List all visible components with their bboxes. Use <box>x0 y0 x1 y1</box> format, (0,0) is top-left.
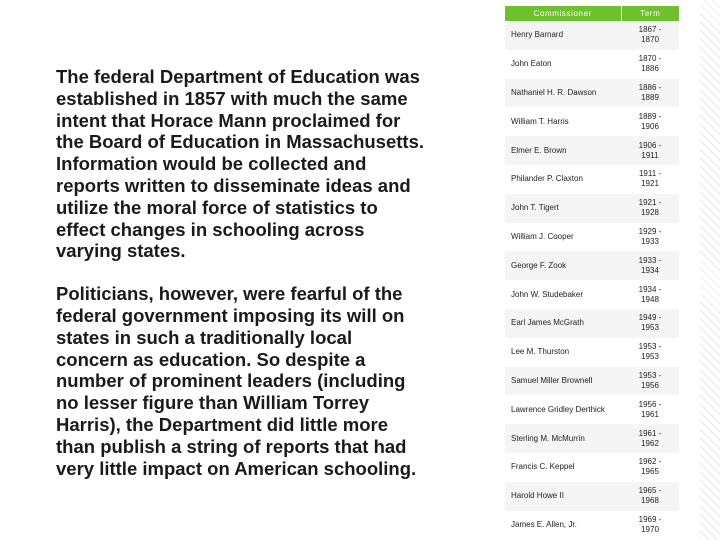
term-cell <box>621 338 679 367</box>
table-row <box>505 223 679 252</box>
term-cell <box>621 165 679 194</box>
term-cell <box>621 482 679 511</box>
commissioner-name: Philander P. Claxton <box>505 165 621 194</box>
term-end: 1956 <box>641 380 659 390</box>
table-row <box>505 21 679 50</box>
term-start: 1933 - <box>638 255 662 265</box>
term-start: 1962 - <box>638 457 662 467</box>
table-row <box>505 107 679 136</box>
term-start: 1953 - <box>638 370 662 380</box>
term-end: 1911 <box>641 150 659 160</box>
term-start: 1949 - <box>638 313 662 323</box>
term-end: 1948 <box>641 294 659 304</box>
term-end: 1968 <box>641 496 659 506</box>
term-start: 1886 - <box>638 82 662 92</box>
commissioner-name: Sterling M. McMurrin <box>505 424 621 453</box>
term-end: 1934 <box>641 265 659 275</box>
term-cell <box>621 367 679 396</box>
commissioner-name: Francis C. Keppel <box>505 453 621 482</box>
commissioner-name: Lee M. Thurston <box>505 338 621 367</box>
term-end: 1928 <box>641 208 659 218</box>
term-cell <box>621 424 679 453</box>
term-start: 1906 - <box>638 140 662 150</box>
term-end: 1921 <box>641 179 659 189</box>
commissioner-name: Nathaniel H. R. Dawson <box>505 79 621 108</box>
column-header-commissioner: Commissioner <box>505 6 621 21</box>
term-cell <box>621 136 679 165</box>
term-end: 1962 <box>641 438 659 448</box>
table-row <box>505 424 679 453</box>
table-row <box>505 165 679 194</box>
table-row <box>505 280 679 309</box>
table-row <box>505 309 679 338</box>
term-start: 1921 - <box>638 198 662 208</box>
commissioner-name: John W. Studebaker <box>505 280 621 309</box>
term-start: 1870 - <box>638 54 662 64</box>
commissioner-name: Harold Howe II <box>505 482 621 511</box>
term-cell <box>621 79 679 108</box>
table-row <box>505 194 679 223</box>
term-start: 1929 - <box>638 226 662 236</box>
term-end: 1953 <box>641 352 659 362</box>
term-end: 1889 <box>641 92 659 102</box>
term-end: 1933 <box>641 236 659 246</box>
table-row <box>505 50 679 79</box>
term-start: 1889 - <box>638 111 662 121</box>
term-end: 1886 <box>641 64 659 74</box>
term-cell <box>621 511 679 540</box>
term-end: 1906 <box>641 121 659 131</box>
decorative-pattern <box>700 0 720 540</box>
commissioner-name: Earl James McGrath <box>505 309 621 338</box>
commissioner-name: George F. Zook <box>505 251 621 280</box>
table-row <box>505 79 679 108</box>
commissioner-name: William T. Harris <box>505 107 621 136</box>
commissioners-table <box>505 6 679 539</box>
commissioner-name: John T. Tigert <box>505 194 621 223</box>
term-end: 1961 <box>641 409 659 419</box>
term-cell <box>621 21 679 50</box>
table-row <box>505 395 679 424</box>
commissioner-name: Lawrence Gridley Derthick <box>505 395 621 424</box>
column-header-term: Term <box>621 6 679 21</box>
table-row <box>505 338 679 367</box>
term-start: 1867 - <box>638 25 662 35</box>
term-start: 1969 - <box>638 514 662 524</box>
term-end: 1965 <box>641 467 659 477</box>
table-row <box>505 367 679 396</box>
term-cell <box>621 251 679 280</box>
table-row <box>505 136 679 165</box>
term-start: 1961 - <box>638 428 662 438</box>
term-cell <box>621 395 679 424</box>
table-row <box>505 251 679 280</box>
body-text <box>56 66 426 479</box>
term-start: 1956 - <box>638 399 662 409</box>
term-start: 1911 - <box>638 169 662 179</box>
term-end: 1953 <box>641 323 659 333</box>
term-end: 1870 <box>641 35 659 45</box>
paragraph: Politicians, however, were fearful of the federal government imposing its will on states in such a traditionally local concern as education. So despite a number of prominent leaders (including no lesser figure than William Torrey Harris), the Department did little more than publish a string of reports that had very little impact on American schooling. <box>56 283 417 479</box>
commissioner-name: William J. Cooper <box>505 223 621 252</box>
term-start: 1934 - <box>638 284 662 294</box>
term-start: 1965 - <box>638 486 662 496</box>
term-start: 1953 - <box>638 342 662 352</box>
commissioner-name: John Eaton <box>505 50 621 79</box>
term-cell <box>621 107 679 136</box>
term-cell <box>621 309 679 338</box>
commissioner-name: Samuel Miller Brownell <box>505 367 621 396</box>
term-cell <box>621 50 679 79</box>
term-cell <box>621 223 679 252</box>
paragraph: The federal Department of Education was established in 1857 with much the same intent that Horace Mann proclaimed for the Board of Education in Massachusetts. Information would be collected and reports written to disseminate ideas and utilize the moral force of statistics to effect changes in schooling across varying states. <box>56 66 425 262</box>
table-row <box>505 482 679 511</box>
table-row <box>505 511 679 540</box>
term-cell <box>621 194 679 223</box>
term-end: 1970 <box>641 524 659 534</box>
table-body <box>505 21 679 539</box>
table-row <box>505 453 679 482</box>
term-cell <box>621 453 679 482</box>
commissioner-name: Henry Barnard <box>505 21 621 50</box>
commissioner-name: Elmer E. Brown <box>505 136 621 165</box>
commissioner-name: James E. Allen, Jr. <box>505 511 621 540</box>
table-header-row <box>505 6 679 21</box>
term-cell <box>621 280 679 309</box>
